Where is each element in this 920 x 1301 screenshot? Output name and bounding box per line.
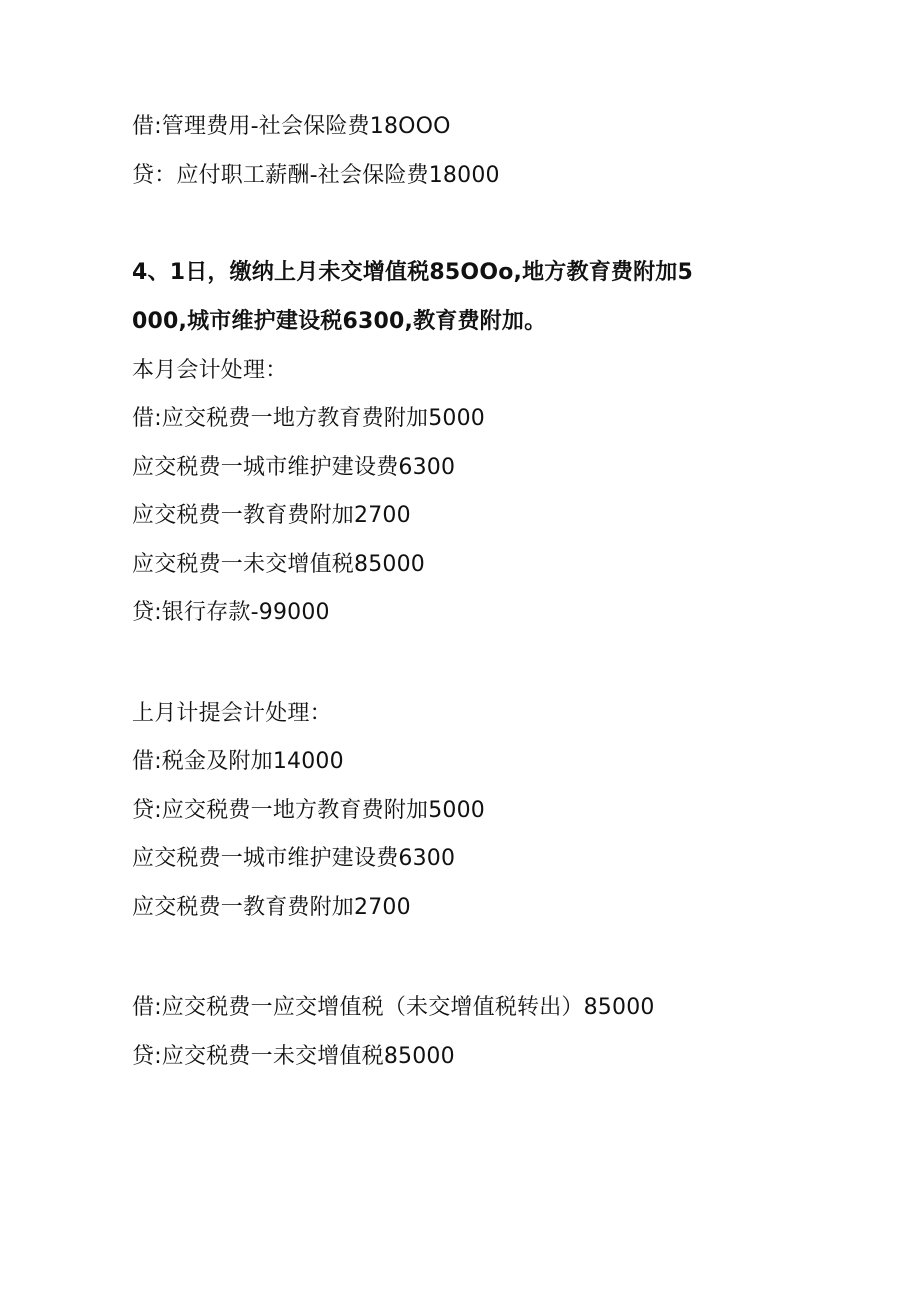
entry-debit-social-insurance: 借:管理费用-社会保险费18OOO <box>132 114 451 139</box>
entry-credit-payroll: 贷：应付职工薪酬-社会保险费18000 <box>132 163 500 188</box>
item-heading-line-1: 4、1日，缴纳上月未交增值税85OOo,地方教育费附加5 <box>132 260 694 285</box>
entry-debit-education: 应交税费一教育费附加2700 <box>132 503 411 528</box>
entry-credit-bank-deposit: 贷:银行存款-99000 <box>132 600 330 625</box>
entry-debit-urban-maintenance: 应交税费一城市维护建设费6300 <box>132 455 456 480</box>
entry-debit-local-education: 借:应交税费一地方教育费附加5000 <box>132 406 486 431</box>
section-label-current-month: 本月会计处理： <box>132 358 288 383</box>
entry-credit-unpaid-vat: 贷:应交税费一未交增值税85000 <box>132 1044 455 1069</box>
entry-credit-local-education: 贷:应交税费一地方教育费附加5000 <box>132 798 486 823</box>
entry-debit-taxes-surcharges: 借:税金及附加14000 <box>132 749 344 774</box>
entry-debit-unpaid-vat: 应交税费一未交增值税85000 <box>132 552 425 577</box>
item-heading-line-2: 000,城市维护建设税6300,教育费附加。 <box>132 309 547 334</box>
section-label-last-month: 上月计提会计处理： <box>132 701 332 726</box>
entry-credit-education: 应交税费一教育费附加2700 <box>132 895 411 920</box>
entry-debit-vat-transfer: 借:应交税费一应交增值税（未交增值税转出）85000 <box>132 995 655 1020</box>
entry-credit-urban-maintenance: 应交税费一城市维护建设费6300 <box>132 846 456 871</box>
